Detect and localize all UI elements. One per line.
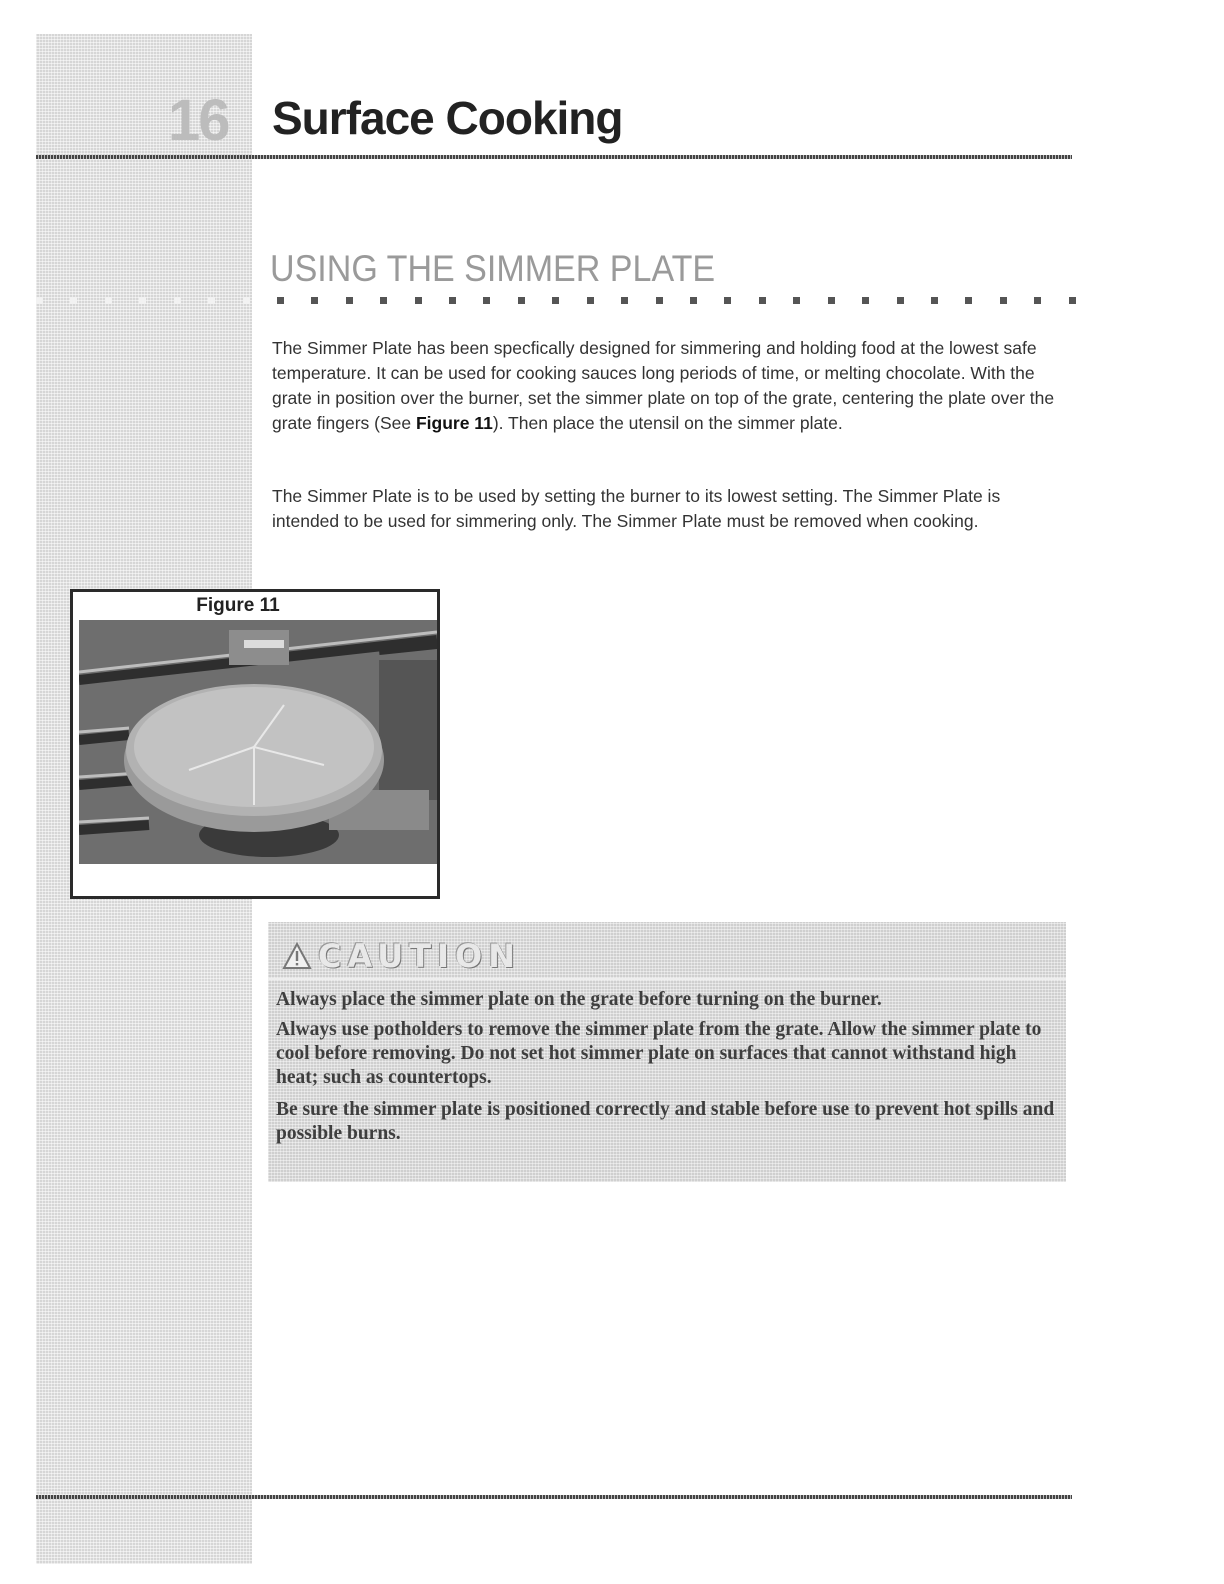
body-paragraph-1-text: The Simmer Plate has been specfically designed for simmering and holding food at the lowest safe temperature. It can be used for cooking sauces long periods of time, or melting chocolate. With the grate in position over the burner, set the simmer plate on top of the grate, centering the plate over the grate fingers (See — [272, 338, 1055, 433]
caution-box — [268, 922, 1066, 1182]
header-rule — [36, 155, 1072, 159]
simmer-plate-photo — [79, 620, 437, 864]
caution-heading: CAUTION — [318, 937, 521, 975]
body-paragraph-2: The Simmer Plate is to be used by setting the burner to its lowest setting. The Simmer Plate is intended to be used for simmering only. The Simmer Plate must be removed when cooking. — [272, 486, 1001, 531]
warning-triangle-icon — [282, 942, 312, 970]
chapter-title: Surface Cooking — [272, 92, 623, 144]
caution-item-3: Be sure the simmer plate is positioned correctly and stable before use to prevent hot spills and possible burns. — [276, 1099, 1055, 1144]
figure-box — [70, 589, 440, 899]
figure-reference: Figure 11 — [415, 413, 493, 433]
section-dot-divider — [36, 296, 1076, 304]
section-title: USING THE SIMMER PLATE — [270, 248, 716, 289]
caution-header — [282, 932, 521, 980]
caution-item-1: Always place the simmer plate on the grate before turning on the burner. — [276, 989, 882, 1010]
page-number: 16 — [168, 88, 229, 153]
body-paragraph-1-end: ). Then place the utensil on the simmer plate. — [492, 413, 843, 433]
caution-item-2: Always use potholders to remove the simmer plate from the grate. Allow the simmer plate to cool before removing. Do not set hot simmer plate on surfaces that cannot withstand high heat; such as countertops. — [276, 1019, 1042, 1088]
body-paragraph-1 — [272, 336, 1062, 436]
caution-divider — [268, 978, 1066, 980]
figure-caption: Figure 11 — [196, 595, 280, 616]
footer-rule — [36, 1495, 1072, 1499]
